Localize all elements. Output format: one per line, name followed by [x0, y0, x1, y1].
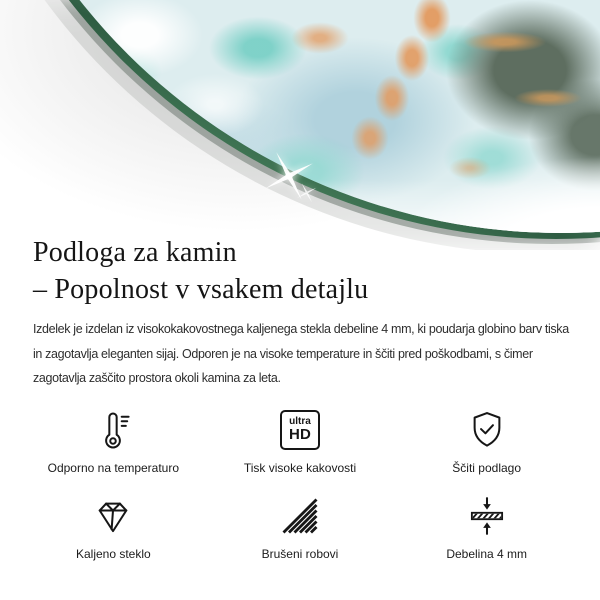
feature-label: Brušeni robovi	[261, 546, 339, 561]
ultra-hd-icon-text-top: ultra	[289, 416, 311, 427]
feature-label: Odporno na temperaturo	[47, 460, 180, 475]
feature-item-heat-resistant	[20, 406, 207, 475]
feature-label: Tisk visoke kakovosti	[243, 460, 357, 475]
feature-icon-wrap	[465, 406, 509, 452]
diamond-icon	[91, 494, 135, 538]
feature-icon-wrap	[278, 492, 322, 538]
product-photo	[0, 0, 600, 250]
feature-item-protection	[393, 406, 580, 475]
shield-check-icon	[465, 408, 509, 452]
feature-icon-wrap	[465, 492, 509, 538]
feature-icon-wrap	[91, 492, 135, 538]
feature-item-thickness	[393, 492, 580, 561]
feature-item-print-quality	[207, 406, 394, 475]
product-info-section	[0, 234, 600, 561]
feature-item-polished-edges	[207, 492, 394, 561]
feature-item-tempered-glass	[20, 492, 207, 561]
feature-label: Ščiti podlago	[452, 460, 522, 475]
beveled-edges-icon	[278, 494, 322, 538]
thickness-icon	[465, 494, 509, 538]
feature-icon-wrap	[280, 406, 320, 452]
thermometer-icon	[91, 408, 135, 452]
ultra-hd-icon	[280, 410, 320, 450]
page-title-line-2: – Popolnost v vsakem detajlu	[33, 274, 369, 305]
product-description: Izdelek je izdelan iz visokokakovostnega kaljenega stekla debeline 4 mm, ki poudarja globino barv tiska in zagotavlja eleganten sijaj. Odporen je na visoke temperature in ščiti pred poškodbami, s čimer zagotavlja zaščito prostora okoli kamina za leta.	[33, 322, 569, 385]
feature-label: Kaljeno steklo	[75, 546, 151, 561]
page-title-line-1: Podloga za kamin	[33, 237, 237, 268]
feature-icon-wrap	[91, 406, 135, 452]
features-grid	[20, 406, 580, 561]
ultra-hd-icon-text-bottom: HD	[288, 426, 312, 443]
page-title	[33, 234, 567, 308]
feature-label: Debelina 4 mm	[446, 546, 528, 561]
sparkle-icon	[260, 147, 318, 205]
